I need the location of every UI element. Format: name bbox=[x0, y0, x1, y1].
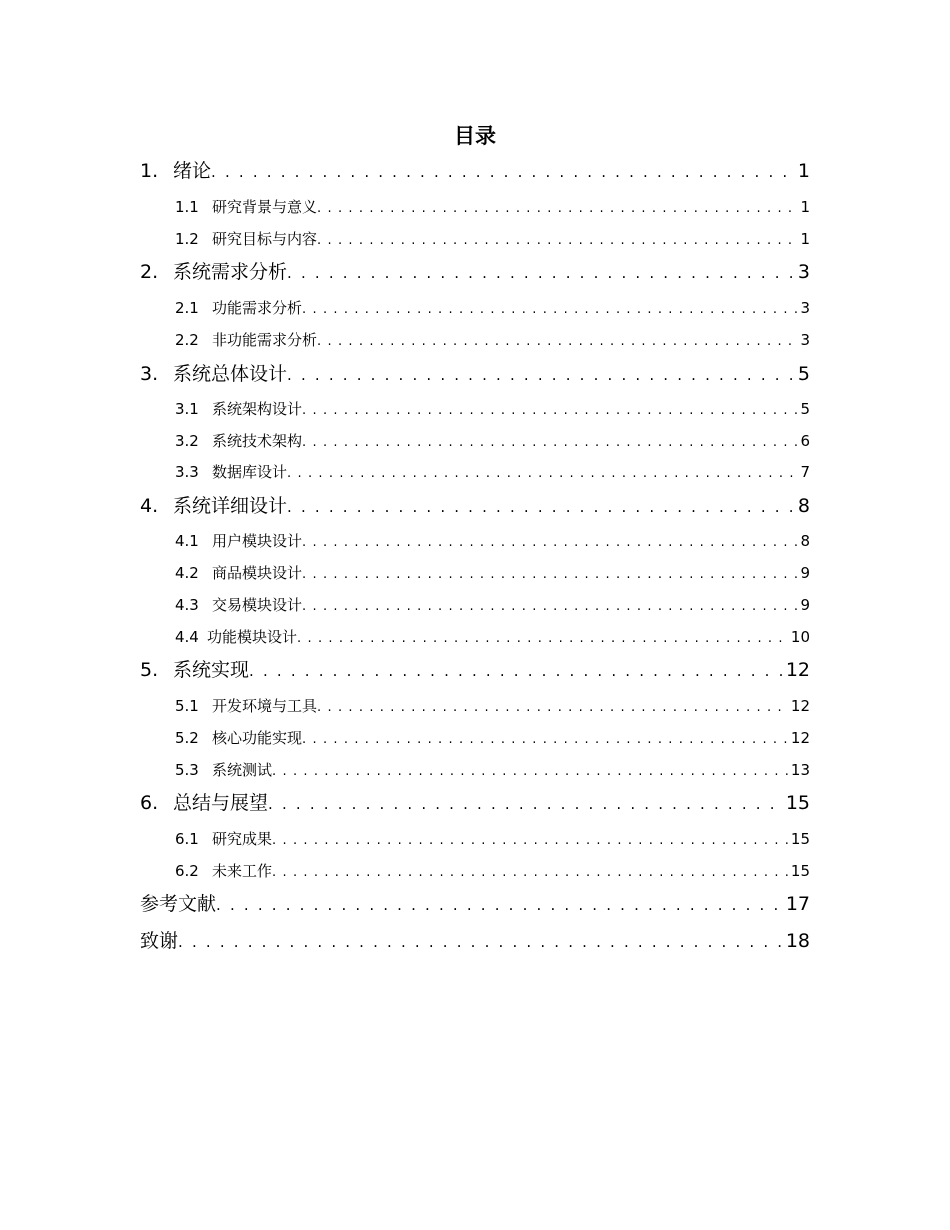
toc-entry-number: 2.1 bbox=[175, 299, 199, 317]
toc-dot-leader bbox=[302, 298, 798, 322]
toc-entry-section[interactable] bbox=[175, 694, 810, 718]
toc-entry-label: 数据库设计 bbox=[212, 463, 288, 481]
toc-entry-section[interactable] bbox=[175, 195, 810, 219]
toc-entry-label: 绪论 bbox=[173, 160, 212, 182]
toc-dot-leader bbox=[302, 531, 798, 555]
toc-dot-leader bbox=[216, 893, 784, 917]
toc-entry-label: 研究成果 bbox=[212, 830, 273, 848]
toc-entry-number: 3.2 bbox=[175, 432, 199, 450]
toc-dot-leader bbox=[302, 431, 798, 455]
toc-entry-section[interactable] bbox=[175, 397, 810, 421]
toc-entry-number: 2.2 bbox=[175, 331, 199, 349]
toc-entry-number: 5. bbox=[140, 659, 159, 681]
toc-entry-number: 4. bbox=[140, 495, 159, 517]
toc-entry-number: 6. bbox=[140, 792, 159, 814]
toc-entry-number: 1.1 bbox=[175, 198, 199, 216]
toc-entry-number: 4.4 bbox=[175, 628, 199, 646]
toc-dot-leader bbox=[317, 696, 789, 720]
toc-entry-chapter[interactable] bbox=[140, 791, 810, 815]
toc-entry-label: 开发环境与工具 bbox=[212, 697, 318, 715]
toc-dot-leader bbox=[287, 261, 796, 285]
toc-dot-leader bbox=[302, 563, 798, 587]
toc-page-number: 9 bbox=[800, 596, 810, 614]
toc-entry-label: 系统总体设计 bbox=[173, 363, 288, 385]
toc-entry-label: 总结与展望 bbox=[173, 792, 269, 814]
toc-entry-label: 系统测试 bbox=[212, 761, 273, 779]
toc-page-number: 15 bbox=[785, 792, 810, 814]
toc-entry-number: 3. bbox=[140, 363, 159, 385]
toc-entry-chapter[interactable] bbox=[140, 159, 810, 183]
toc-entry-section[interactable] bbox=[175, 859, 810, 883]
toc-entry-section[interactable] bbox=[175, 827, 810, 851]
toc-entry-number: 1.2 bbox=[175, 230, 199, 248]
toc-dot-leader bbox=[272, 861, 789, 885]
toc-entry-chapter[interactable] bbox=[140, 260, 810, 284]
toc-entry-section[interactable] bbox=[175, 227, 810, 251]
toc-entry-section[interactable] bbox=[175, 296, 810, 320]
toc-page-number: 13 bbox=[790, 761, 810, 779]
toc-entry-label: 功能模块设计 bbox=[207, 628, 298, 646]
toc-dot-leader bbox=[302, 595, 798, 619]
toc-dot-leader bbox=[211, 160, 796, 184]
toc-page-number: 10 bbox=[790, 628, 810, 646]
toc-entry-label: 商品模块设计 bbox=[212, 564, 303, 582]
toc-entry-label: 系统技术架构 bbox=[212, 432, 303, 450]
toc-page-number: 9 bbox=[800, 564, 810, 582]
toc-entry-section[interactable] bbox=[175, 429, 810, 453]
toc-page-number: 18 bbox=[785, 930, 810, 952]
toc-page-number: 5 bbox=[800, 400, 810, 418]
toc-page-number: 15 bbox=[790, 830, 810, 848]
toc-entry-label: 参考文献 bbox=[140, 893, 217, 915]
toc-entry-section[interactable] bbox=[175, 625, 810, 649]
toc-entry-label: 研究目标与内容 bbox=[212, 230, 318, 248]
toc-dot-leader bbox=[302, 399, 798, 423]
toc-entry-section[interactable] bbox=[175, 726, 810, 750]
toc-dot-leader bbox=[178, 930, 784, 954]
toc-entry-chapter[interactable] bbox=[140, 494, 810, 518]
toc-entry-number: 5.2 bbox=[175, 729, 199, 747]
toc-page-number: 3 bbox=[797, 261, 810, 283]
toc-entry-label: 功能需求分析 bbox=[212, 299, 303, 317]
toc-entry-number: 4.2 bbox=[175, 564, 199, 582]
toc-entry-number: 2. bbox=[140, 261, 159, 283]
toc-entry-label: 致谢 bbox=[140, 930, 179, 952]
toc-page-number: 12 bbox=[790, 697, 810, 715]
toc-entry-section[interactable] bbox=[175, 460, 810, 484]
toc-entry-number: 6.1 bbox=[175, 830, 199, 848]
toc-dot-leader bbox=[317, 229, 798, 253]
toc-page-number: 6 bbox=[800, 432, 810, 450]
toc-dot-leader bbox=[317, 197, 798, 221]
toc-entry-number: 1. bbox=[140, 160, 159, 182]
toc-entry-label: 研究背景与意义 bbox=[212, 198, 318, 216]
toc-page-number: 1 bbox=[800, 230, 810, 248]
toc-entry-references[interactable] bbox=[140, 892, 810, 916]
toc-page-number: 8 bbox=[800, 532, 810, 550]
toc-entry-chapter[interactable] bbox=[140, 658, 810, 682]
toc-dot-leader bbox=[268, 792, 784, 816]
toc-entry-number: 5.3 bbox=[175, 761, 199, 779]
toc-entry-number: 3.3 bbox=[175, 463, 199, 481]
toc-title: 目录 bbox=[454, 124, 496, 148]
toc-page-number: 12 bbox=[790, 729, 810, 747]
toc-dot-leader bbox=[272, 760, 789, 784]
toc-page-number: 7 bbox=[800, 463, 810, 481]
toc-entry-number: 4.1 bbox=[175, 532, 199, 550]
toc-page-number: 17 bbox=[785, 893, 810, 915]
toc-page-number: 1 bbox=[797, 160, 810, 182]
toc-entry-section[interactable] bbox=[175, 593, 810, 617]
toc-dot-leader bbox=[297, 627, 789, 651]
toc-dot-leader bbox=[249, 659, 784, 683]
toc-page-number: 12 bbox=[785, 659, 810, 681]
toc-page-number: 1 bbox=[800, 198, 810, 216]
toc-entry-label: 用户模块设计 bbox=[212, 532, 303, 550]
toc-dot-leader bbox=[287, 363, 796, 387]
toc-entry-section[interactable] bbox=[175, 328, 810, 352]
toc-dot-leader bbox=[317, 330, 798, 354]
toc-dot-leader bbox=[272, 829, 789, 853]
toc-entry-number: 3.1 bbox=[175, 400, 199, 418]
toc-entry-section[interactable] bbox=[175, 758, 810, 782]
toc-dot-leader bbox=[302, 728, 789, 752]
toc-entry-label: 未来工作 bbox=[212, 862, 273, 880]
toc-entry-section[interactable] bbox=[175, 529, 810, 553]
toc-entry-label: 系统架构设计 bbox=[212, 400, 303, 418]
toc-dot-leader bbox=[287, 495, 796, 519]
toc-page-number: 15 bbox=[790, 862, 810, 880]
toc-entry-chapter[interactable] bbox=[140, 362, 810, 386]
toc-entry-label: 非功能需求分析 bbox=[212, 331, 318, 349]
toc-dot-leader bbox=[287, 462, 798, 486]
toc-page-number: 3 bbox=[800, 299, 810, 317]
toc-entry-number: 6.2 bbox=[175, 862, 199, 880]
toc-entry-label: 系统实现 bbox=[173, 659, 250, 681]
toc-entry-number: 5.1 bbox=[175, 697, 199, 715]
toc-page-number: 3 bbox=[800, 331, 810, 349]
toc-entry-number: 4.3 bbox=[175, 596, 199, 614]
toc-entry-label: 系统详细设计 bbox=[173, 495, 288, 517]
toc-page-number: 8 bbox=[797, 495, 810, 517]
toc-entry-acknowledgements[interactable] bbox=[140, 929, 810, 953]
toc-entry-label: 系统需求分析 bbox=[173, 261, 288, 283]
toc-entry-label: 核心功能实现 bbox=[212, 729, 303, 747]
toc-page-number: 5 bbox=[797, 363, 810, 385]
toc-entry-label: 交易模块设计 bbox=[212, 596, 303, 614]
toc-entry-section[interactable] bbox=[175, 561, 810, 585]
